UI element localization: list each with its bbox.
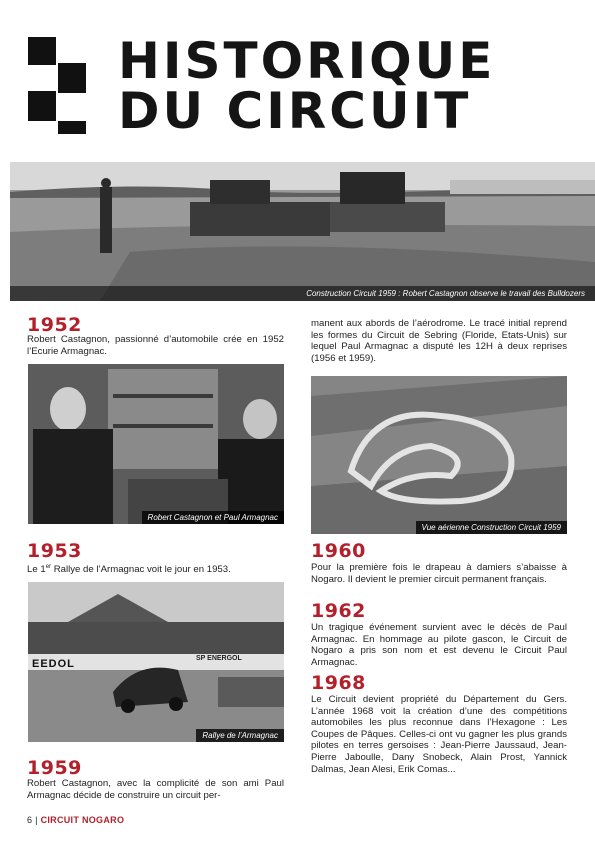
- portrait-photo-caption: Robert Castagnon et Paul Armagnac: [142, 511, 284, 524]
- footer-label: CIRCUIT NOGARO: [40, 815, 125, 825]
- portrait-photo: [28, 364, 284, 524]
- year-1959: 1959: [27, 757, 82, 779]
- rally-photo: [28, 582, 284, 742]
- text-1953: Le 1er Rallye de l’Armagnac voit le jour en 1953.: [27, 564, 231, 576]
- text-1962: Un tragique événement survient avec le décès de Paul Armagnac. En hommage au pilote gascon, le Circuit de Nogaro a pris son nom et est devenu le Circuit Paul Armagnac.: [311, 622, 567, 668]
- checkered-flag-icon: [28, 37, 86, 134]
- year-1960: 1960: [311, 540, 366, 562]
- text-1960: Pour la première fois le drapeau à damiers s’abaisse à Nogaro. Il devient le premier circuit permanent français.: [311, 562, 567, 585]
- page-footer: [27, 815, 124, 825]
- page-title-line-1: HISTORIQUE: [118, 32, 496, 90]
- bulldozers-image: [10, 162, 595, 301]
- page-number: 6 |: [27, 815, 38, 825]
- construction-photo-caption: Construction Circuit 1959 : Robert Castagnon observe le travail des Bulldozers: [10, 286, 595, 301]
- year-1952: 1952: [27, 314, 82, 336]
- year-1953: 1953: [27, 540, 82, 562]
- aerial-photo-caption: Vue aérienne Construction Circuit 1959: [416, 521, 568, 534]
- year-1962: 1962: [311, 600, 366, 622]
- castagnon-armagnac-image: [28, 364, 284, 524]
- rally-banner-left: EEDOL: [32, 658, 75, 670]
- construction-photo: [10, 162, 595, 301]
- text-1959-continued: manent aux abords de l’aérodrome. Le tracé initial reprend les formes du Circuit de Sebring (Floride, Etats-Unis) sur lequel Paul Armagnac a disputé les 12H à deux reprises (1956 et 1959).: [311, 318, 567, 364]
- text-1968: Le Circuit devient propriété du Département du Gers. L’année 1968 voit la création d’une des compétitions automobiles les plus reconnue dans l’Hexagone : Les Coupes de Pâques. Celles-ci ont vu gagner les plus grands pilotes en terres gersoises : Jean-Pierre Jaussaud, Jean-Pierre Jaboulle, Dany Snobeck, Alain Prost, Yannick Dalmas, Jean Alesi, Erik Comas...: [311, 694, 567, 775]
- page-title-line-2: DU CIRCUIT: [118, 82, 472, 140]
- rally-banner-right: SP ENERGOL: [196, 655, 242, 662]
- aerial-photo: [311, 376, 567, 534]
- year-1968: 1968: [311, 672, 366, 694]
- rally-photo-caption: Rallye de l’Armagnac: [196, 729, 284, 742]
- aerial-circuit-image: [311, 376, 567, 534]
- text-1959: Robert Castagnon, avec la complicité de son ami Paul Armagnac décide de construire un circuit per-: [27, 778, 284, 801]
- text-1952: Robert Castagnon, passionné d’automobile crée en 1952 l’Ecurie Armagnac.: [27, 334, 284, 357]
